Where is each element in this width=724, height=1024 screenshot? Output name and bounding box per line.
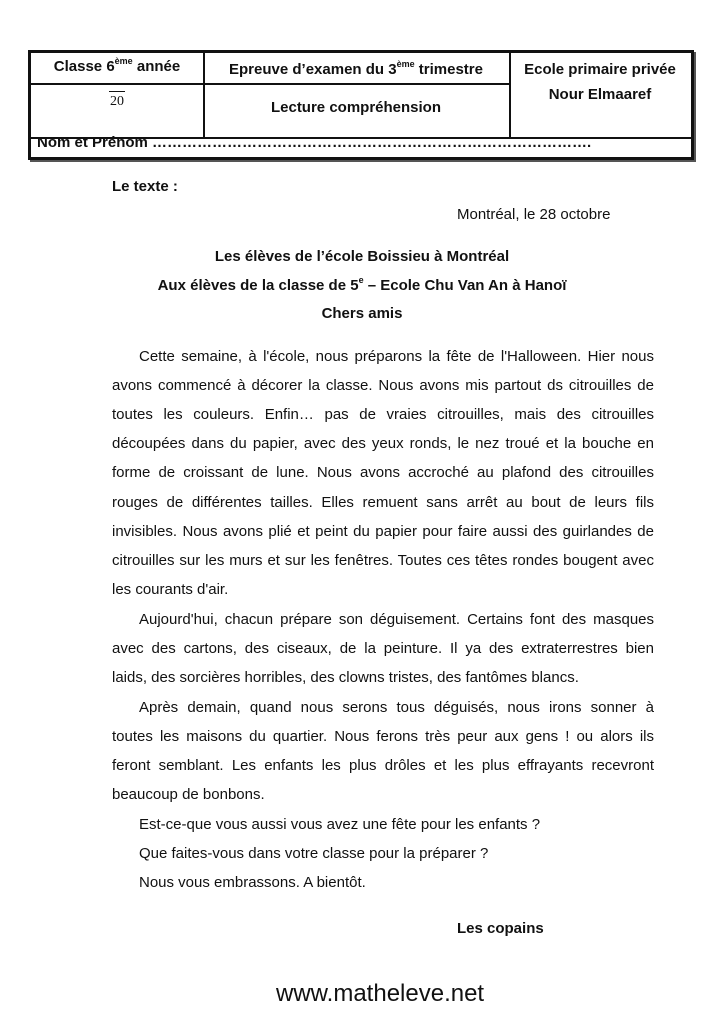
footer-url[interactable]: www.matheleve.net [276, 980, 485, 1007]
letter-line: forme de croissant de lune. Nous avons accroché au plafond des citrouilles [112, 464, 654, 481]
letter-line: feront semblant. Les enfants les plus drôles et les plus effrayants recevront [112, 757, 654, 774]
signature: Les copains [457, 920, 544, 937]
letter-line: Aujourd'hui, chacun prépare son déguisement. Certains font des masques [139, 611, 654, 628]
score-denominator: 20 [110, 94, 124, 109]
exam-sup: ème [396, 59, 415, 69]
letter-line: laids, des sorcières horribles, des clowns tristes, des fantômes blancs. [112, 669, 579, 686]
class-sup: ème [114, 56, 133, 66]
school-name-line1: Ecole primaire privée [524, 61, 676, 78]
letter-line: beaucoup de bonbons. [112, 786, 265, 803]
letter-line: rouges de différentes tailles. Elles remuent sans arrêt au bout de leurs fils [112, 494, 654, 511]
class-label: Classe 6 [53, 58, 115, 75]
recipient-prefix: Aux élèves de la classe de 5 [157, 277, 359, 294]
letter-line: Nous vous embrassons. A bientôt. [139, 874, 366, 891]
divider [31, 83, 509, 85]
exam-cell [203, 61, 509, 78]
letter-line: citrouilles sur les murs et sur les fenêtres. Toutes ces têtes rondes bougent avec [112, 552, 654, 569]
school-name-line2: Nour Elmaaref [548, 86, 652, 103]
score-fraction-bar [109, 91, 125, 92]
letter-line: Que faites-vous dans votre classe pour la préparer ? [139, 845, 489, 862]
recipient [0, 277, 724, 294]
score-box[interactable] [31, 91, 203, 110]
exam-label: Epreuve d’examen du 3 [229, 61, 397, 78]
letter-line: avons commencé à décorer la classe. Nous avons mis partout ds citrouilles de [112, 377, 654, 394]
school-cell [509, 61, 691, 103]
letter-line: toutes les couleurs. Enfin… pas de vraies citrouilles, mais des citrouilles [112, 406, 654, 423]
letter-line: avec des cartons, des ciseaux, de la peinture. Il ya des extraterrestres bien [112, 640, 654, 657]
place-date: Montréal, le 28 octobre [457, 206, 611, 223]
letter-line: Après demain, quand nous serons tous déguisés, nous irons sonner à [139, 699, 654, 716]
student-name-field[interactable]: Nom et Prénom ……………………………………………………………………………. [37, 134, 592, 151]
subject-cell: Lecture compréhension [270, 99, 442, 116]
letter-line: Est-ce-que vous aussi vous avez une fête pour les enfants ? [139, 816, 541, 833]
class-cell [31, 58, 203, 75]
greeting: Chers amis [321, 305, 403, 322]
text-label: Le texte : [112, 178, 178, 195]
exam-header-table [28, 50, 694, 160]
letter-line: les courants d'air. [112, 581, 229, 598]
sender: Les élèves de l’école Boissieu à Montréal [214, 248, 510, 265]
letter-line: découpées dans du papier, avec des yeux ronds, le nez troué et la bouche en [112, 435, 654, 452]
letter-line: toutes les maisons du quartier. Nous ferons très peur aux gens ! ou alors ils [112, 728, 654, 745]
recipient-suffix: – Ecole Chu Van An à Hanoï [363, 277, 567, 294]
class-suffix: année [132, 58, 181, 75]
letter-line: invisibles. Nous avons plié et peint du papier pour faire aussi des guirlandes de [112, 523, 654, 540]
recipient-sup: e [358, 275, 364, 285]
letter-line: Cette semaine, à l'école, nous préparons la fête de l'Halloween. Hier nous [139, 348, 654, 365]
exam-suffix: trimestre [414, 61, 483, 78]
